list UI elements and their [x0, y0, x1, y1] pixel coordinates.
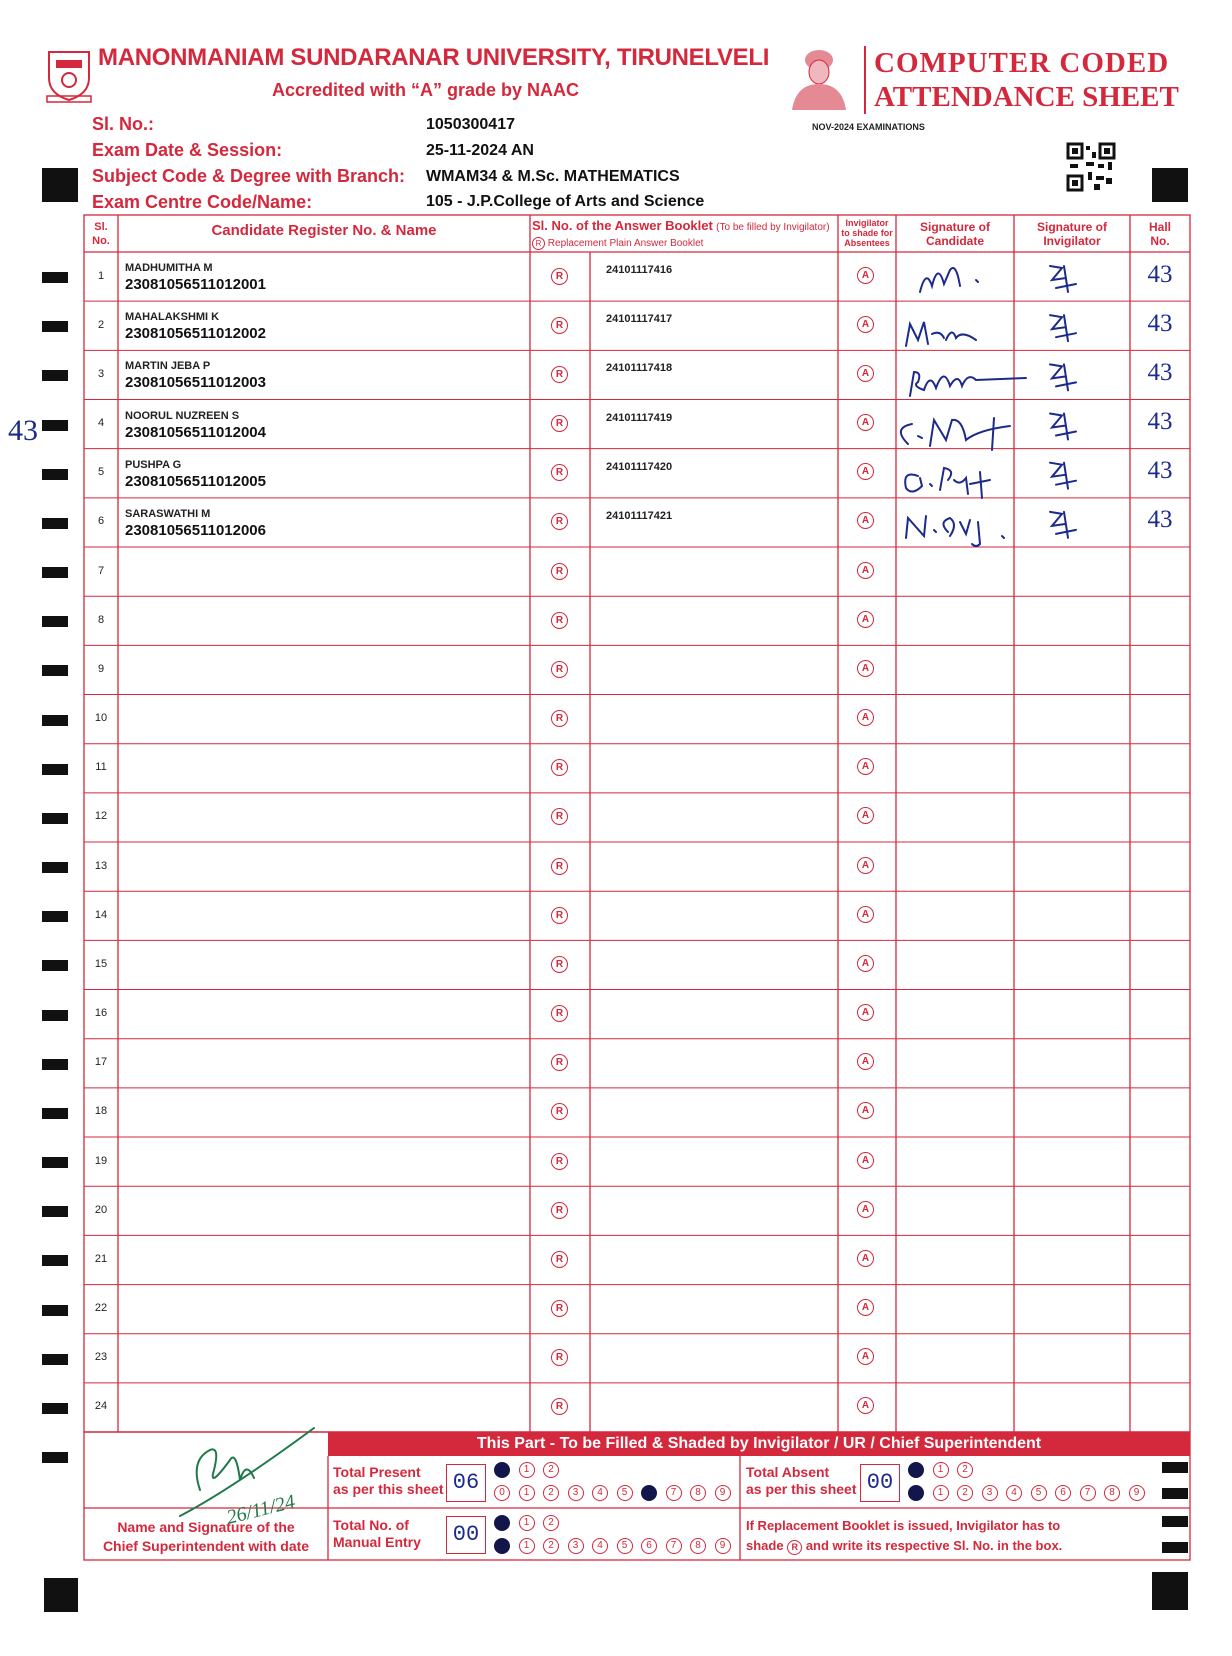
- replacement-bubble[interactable]: R: [551, 1300, 568, 1317]
- timing-mark: [42, 518, 68, 529]
- absent-bubble[interactable]: A: [857, 611, 874, 628]
- digit-bubble[interactable]: 7: [1080, 1485, 1096, 1501]
- exam-date-value: 25-11-2024 AN: [426, 142, 534, 159]
- exam-date-label: Exam Date & Session:: [92, 140, 283, 160]
- total-absent-label: [746, 1464, 857, 1498]
- replacement-bubble[interactable]: R: [551, 1398, 568, 1415]
- candidate-name: MARTIN JEBA P: [125, 360, 211, 373]
- row-sl-no: 15: [94, 957, 108, 970]
- register-number: 23081056511012003: [125, 374, 266, 392]
- timing-mark: [42, 665, 68, 676]
- row-sl-no: 16: [94, 1007, 108, 1020]
- digit-bubble[interactable]: 9: [1129, 1485, 1145, 1501]
- centre-label: Exam Centre Code/Name:: [92, 192, 313, 212]
- header-hall-line2: No.: [1150, 234, 1170, 248]
- replacement-bubble[interactable]: R: [551, 858, 568, 875]
- absent-bubble[interactable]: A: [857, 660, 874, 677]
- digit-bubble[interactable]: 2: [957, 1485, 973, 1501]
- replacement-bubble[interactable]: R: [551, 907, 568, 924]
- digit-bubble[interactable]: 2: [957, 1462, 973, 1478]
- replacement-bubble[interactable]: R: [551, 710, 568, 727]
- hall-number: 43: [1147, 358, 1173, 386]
- timing-mark: [42, 715, 68, 726]
- header-sig-invigilator-line1: Signature of: [1036, 220, 1107, 234]
- subject-label: Subject Code & Degree with Branch:: [92, 166, 406, 186]
- absent-bubble[interactable]: A: [857, 1152, 874, 1169]
- absent-bubble[interactable]: A: [857, 807, 874, 824]
- replacement-note-line2: [746, 1536, 1062, 1556]
- absent-bubble[interactable]: A: [857, 906, 874, 923]
- register-number: 23081056511012004: [125, 423, 266, 441]
- replacement-note: [746, 1516, 1062, 1556]
- digit-bubble[interactable]: 7: [666, 1538, 682, 1554]
- digit-bubble[interactable]: 6: [641, 1485, 657, 1501]
- total-absent-line2: as per this sheet: [746, 1481, 857, 1497]
- replacement-bubble[interactable]: R: [551, 759, 568, 776]
- replacement-bubble[interactable]: R: [551, 513, 568, 530]
- digit-bubble[interactable]: 2: [543, 1515, 559, 1531]
- replacement-note-line1: If Replacement Booklet is issued, Invigilator has to: [746, 1518, 1061, 1533]
- sheet-title-line2: ATTENDANCE SHEET: [874, 81, 1179, 113]
- digit-bubble[interactable]: 3: [568, 1485, 584, 1501]
- timing-mark: [1162, 1488, 1188, 1499]
- digit-bubble[interactable]: 1: [519, 1515, 535, 1531]
- replacement-bubble[interactable]: R: [551, 464, 568, 481]
- digit-bubble[interactable]: 3: [982, 1485, 998, 1501]
- total-present-label: [333, 1464, 444, 1498]
- timing-mark: [42, 1255, 68, 1266]
- booklet-number: 24101117421: [606, 509, 673, 522]
- replacement-bubble[interactable]: R: [551, 808, 568, 825]
- accreditation-text: Accredited with “A” grade by NAAC: [272, 80, 580, 100]
- booklet-number: 24101117418: [606, 362, 673, 375]
- replacement-bubble[interactable]: R: [551, 563, 568, 580]
- header-sig-candidate-line1: Signature of: [919, 220, 990, 234]
- digit-bubble[interactable]: 9: [715, 1538, 731, 1554]
- absent-bubble[interactable]: A: [857, 1053, 874, 1070]
- timing-mark: [42, 1206, 68, 1217]
- absent-bubble[interactable]: A: [857, 1250, 874, 1267]
- replacement-bubble[interactable]: R: [551, 956, 568, 973]
- digit-bubble[interactable]: 1: [519, 1462, 535, 1478]
- university-name: MANONMANIAM SUNDARANAR UNIVERSITY, TIRUNELVELI: [98, 44, 770, 71]
- digit-bubble[interactable]: 4: [592, 1538, 608, 1554]
- row-sl-no: 8: [97, 613, 105, 626]
- absent-bubble[interactable]: A: [857, 1102, 874, 1119]
- row-sl-no: 22: [94, 1302, 108, 1315]
- row-sl-no: 21: [94, 1252, 108, 1265]
- digit-bubble[interactable]: 0: [494, 1538, 510, 1554]
- hall-number: 43: [1147, 408, 1173, 436]
- margin-note: 43: [8, 414, 38, 447]
- header-sl-line1: Sl.: [94, 221, 108, 233]
- row-sl-no: 23: [94, 1351, 108, 1364]
- digit-bubble[interactable]: 5: [1031, 1485, 1047, 1501]
- candidate-name: PUSHPA G: [125, 458, 182, 471]
- register-number: 23081056511012006: [125, 521, 266, 539]
- digit-bubble[interactable]: 2: [543, 1462, 559, 1478]
- timing-mark: [42, 420, 68, 431]
- digit-bubble[interactable]: 8: [690, 1485, 706, 1501]
- row-sl-no: 20: [94, 1203, 108, 1216]
- manual-entry-line1: Total No. of: [333, 1517, 409, 1533]
- timing-mark: [42, 862, 68, 873]
- digit-bubble[interactable]: 5: [617, 1538, 633, 1554]
- timing-mark: [42, 1403, 68, 1414]
- row-sl-no: 2: [97, 318, 105, 331]
- candidate-name: SARASWATHI M: [125, 507, 211, 520]
- invigilator-signature: [1050, 266, 1076, 292]
- total-present-line2: as per this sheet: [333, 1481, 444, 1497]
- register-number: 23081056511012005: [125, 472, 266, 490]
- header-sig-invigilator-line2: Invigilator: [1043, 234, 1101, 248]
- digit-bubble[interactable]: 1: [519, 1485, 535, 1501]
- header-booklet-sub-text: Replacement Plain Answer Booklet: [547, 238, 704, 249]
- timing-mark: [42, 1059, 68, 1070]
- digit-bubble[interactable]: 0: [494, 1462, 510, 1478]
- absent-bubble[interactable]: A: [857, 955, 874, 972]
- absent-bubble[interactable]: A: [857, 562, 874, 579]
- sheet-title-line1: COMPUTER CODED: [874, 47, 1170, 79]
- row-sl-no: 11: [95, 761, 107, 774]
- sl-no-value: 1050300417: [426, 116, 515, 133]
- absent-bubble[interactable]: A: [857, 1348, 874, 1365]
- row-sl-no: 10: [94, 712, 108, 725]
- booklet-number: 24101117419: [606, 411, 673, 424]
- chief-date: 26/11/24: [224, 1490, 298, 1529]
- replacement-bubble[interactable]: R: [551, 1349, 568, 1366]
- timing-mark: [42, 469, 68, 480]
- exam-tag: NOV-2024 EXAMINATIONS: [812, 122, 925, 132]
- digit-bubble[interactable]: 5: [617, 1485, 633, 1501]
- replacement-bubble[interactable]: R: [551, 1153, 568, 1170]
- replacement-bubble[interactable]: R: [551, 1103, 568, 1120]
- hall-number: 43: [1147, 506, 1173, 534]
- row-sl-no: 9: [97, 662, 105, 675]
- row-sl-no: 7: [97, 564, 105, 577]
- digit-bubble[interactable]: 8: [1104, 1485, 1120, 1501]
- digit-bubble[interactable]: 4: [1006, 1485, 1022, 1501]
- row-sl-no: 6: [97, 515, 105, 528]
- invigilator-signature: [1050, 364, 1076, 390]
- replacement-bubble[interactable]: R: [551, 661, 568, 678]
- timing-mark: [42, 1108, 68, 1119]
- digit-bubble[interactable]: 1: [933, 1485, 949, 1501]
- digit-bubble[interactable]: 7: [666, 1485, 682, 1501]
- header-hall-line1: Hall: [1148, 220, 1171, 234]
- digit-bubble[interactable]: 1: [519, 1538, 535, 1554]
- timing-mark: [42, 1157, 68, 1168]
- timing-mark: [42, 1354, 68, 1365]
- replacement-bubble[interactable]: R: [551, 268, 568, 285]
- header-absent-line1: Invigilator: [845, 218, 889, 228]
- timing-mark: [42, 911, 68, 922]
- header-candidate: Candidate Register No. & Name: [211, 222, 437, 239]
- digit-bubble[interactable]: 0: [494, 1515, 510, 1531]
- timing-mark: [42, 1452, 68, 1463]
- centre-value: 105 - J.P.College of Arts and Science: [426, 193, 705, 210]
- digit-bubble[interactable]: 1: [933, 1462, 949, 1478]
- row-sl-no: 1: [97, 269, 105, 282]
- absent-bubble[interactable]: A: [857, 316, 874, 333]
- absent-bubble[interactable]: A: [857, 365, 874, 382]
- header-sl-line2: No.: [92, 235, 110, 247]
- timing-mark: [1162, 1542, 1188, 1553]
- replacement-symbol-icon: R: [532, 237, 545, 250]
- row-sl-no: 17: [94, 1056, 108, 1069]
- digit-bubble[interactable]: 4: [592, 1485, 608, 1501]
- invigilator-signature: [1050, 414, 1076, 440]
- candidate-name: NOORUL NUZREEN S: [125, 409, 240, 422]
- replacement-note-shade: shade: [746, 1538, 784, 1553]
- replacement-bubble[interactable]: R: [551, 612, 568, 629]
- row-sl-no: 3: [97, 367, 105, 380]
- timing-mark: [42, 1010, 68, 1021]
- candidate-name: MADHUMITHA M: [125, 262, 213, 274]
- booklet-number: 24101117416: [606, 264, 673, 276]
- hall-number: 43: [1147, 260, 1173, 288]
- total-present-box[interactable]: 06: [446, 1464, 486, 1502]
- absent-bubble[interactable]: A: [857, 1397, 874, 1414]
- total-present-line1: Total Present: [333, 1464, 421, 1480]
- timing-mark: [42, 764, 68, 775]
- row-sl-no: 4: [97, 417, 105, 430]
- timing-mark: [42, 813, 68, 824]
- timing-mark: [1162, 1516, 1188, 1527]
- row-sl-no: 12: [94, 810, 108, 823]
- hall-number: 43: [1147, 457, 1173, 485]
- timing-mark: [42, 567, 68, 578]
- booklet-number: 24101117417: [606, 313, 673, 326]
- booklet-number: 24101117420: [606, 460, 673, 473]
- timing-mark: [42, 616, 68, 627]
- manual-entry-box[interactable]: 00: [446, 1516, 486, 1554]
- chief-superintendent-signature: [170, 1420, 330, 1530]
- row-sl-no: 14: [94, 908, 108, 921]
- absent-bubble[interactable]: A: [857, 414, 874, 431]
- replacement-bubble[interactable]: R: [551, 1005, 568, 1022]
- row-sl-no: 13: [94, 859, 108, 872]
- timing-mark: [1162, 1462, 1188, 1473]
- digit-bubble[interactable]: 0: [494, 1485, 510, 1501]
- sl-no-label: Sl. No.:: [92, 114, 154, 134]
- digit-bubble[interactable]: 8: [690, 1538, 706, 1554]
- replacement-note-rest: and write its respective Sl. No. in the box.: [805, 1538, 1063, 1553]
- chief-line2: Chief Superintendent with date: [102, 1538, 310, 1554]
- header-absent-line3: Absentees: [844, 238, 890, 248]
- replacement-bubble[interactable]: R: [551, 1251, 568, 1268]
- total-absent-line1: Total Absent: [746, 1464, 830, 1480]
- row-sl-no: 5: [97, 466, 105, 479]
- register-number: 23081056511012001: [125, 276, 266, 293]
- header-absent-line2: to shade for: [841, 228, 893, 238]
- chief-line1: Name and Signature of the: [117, 1519, 295, 1535]
- digit-bubble[interactable]: 0: [908, 1462, 924, 1478]
- register-number: 23081056511012002: [125, 325, 266, 343]
- digit-bubble[interactable]: 6: [1055, 1485, 1071, 1501]
- replacement-symbol-icon: R: [787, 1540, 802, 1555]
- row-sl-no: 24: [94, 1400, 108, 1413]
- invigilator-signature: [1050, 315, 1076, 341]
- digit-bubble[interactable]: 0: [908, 1485, 924, 1501]
- replacement-bubble[interactable]: R: [551, 1054, 568, 1071]
- absent-bubble[interactable]: A: [857, 857, 874, 874]
- subject-value: WMAM34 & M.Sc. MATHEMATICS: [426, 168, 680, 185]
- timing-mark: [42, 272, 68, 283]
- hall-number: 43: [1147, 309, 1173, 337]
- timing-mark: [42, 960, 68, 971]
- absent-bubble[interactable]: A: [857, 512, 874, 529]
- digit-bubble[interactable]: 3: [568, 1538, 584, 1554]
- digit-bubble[interactable]: 2: [543, 1538, 559, 1554]
- timing-mark: [42, 321, 68, 332]
- footer-banner: This Part - To be Filled & Shaded by Invigilator / UR / Chief Superintendent: [328, 1432, 1190, 1456]
- absent-bubble[interactable]: A: [857, 1004, 874, 1021]
- timing-mark: [42, 370, 68, 381]
- header-sig-candidate-line2: Candidate: [925, 234, 984, 248]
- digit-bubble[interactable]: 9: [715, 1485, 731, 1501]
- absent-bubble[interactable]: A: [857, 463, 874, 480]
- replacement-bubble[interactable]: R: [551, 415, 568, 432]
- manual-entry-label: [333, 1517, 421, 1551]
- absent-bubble[interactable]: A: [857, 1201, 874, 1218]
- manual-entry-line2: Manual Entry: [333, 1534, 421, 1550]
- replacement-bubble[interactable]: R: [551, 1202, 568, 1219]
- replacement-bubble[interactable]: R: [551, 317, 568, 334]
- replacement-bubble[interactable]: R: [551, 366, 568, 383]
- header-booklet-note: (To be filled by Invigilator): [716, 222, 830, 233]
- absent-bubble[interactable]: A: [857, 1299, 874, 1316]
- total-absent-box[interactable]: 00: [860, 1464, 900, 1502]
- row-sl-no: 18: [94, 1105, 108, 1118]
- timing-mark: [42, 1305, 68, 1316]
- absent-bubble[interactable]: A: [857, 758, 874, 775]
- digit-bubble[interactable]: 6: [641, 1538, 657, 1554]
- absent-bubble[interactable]: A: [857, 267, 874, 284]
- invigilator-signature: [1050, 463, 1076, 489]
- row-sl-no: 19: [94, 1154, 108, 1167]
- header-booklet-title: Sl. No. of the Answer Booklet: [532, 218, 713, 233]
- candidate-name: MAHALAKSHMI K: [125, 311, 220, 324]
- invigilator-signature: [1050, 512, 1076, 538]
- digit-bubble[interactable]: 2: [543, 1485, 559, 1501]
- absent-bubble[interactable]: A: [857, 709, 874, 726]
